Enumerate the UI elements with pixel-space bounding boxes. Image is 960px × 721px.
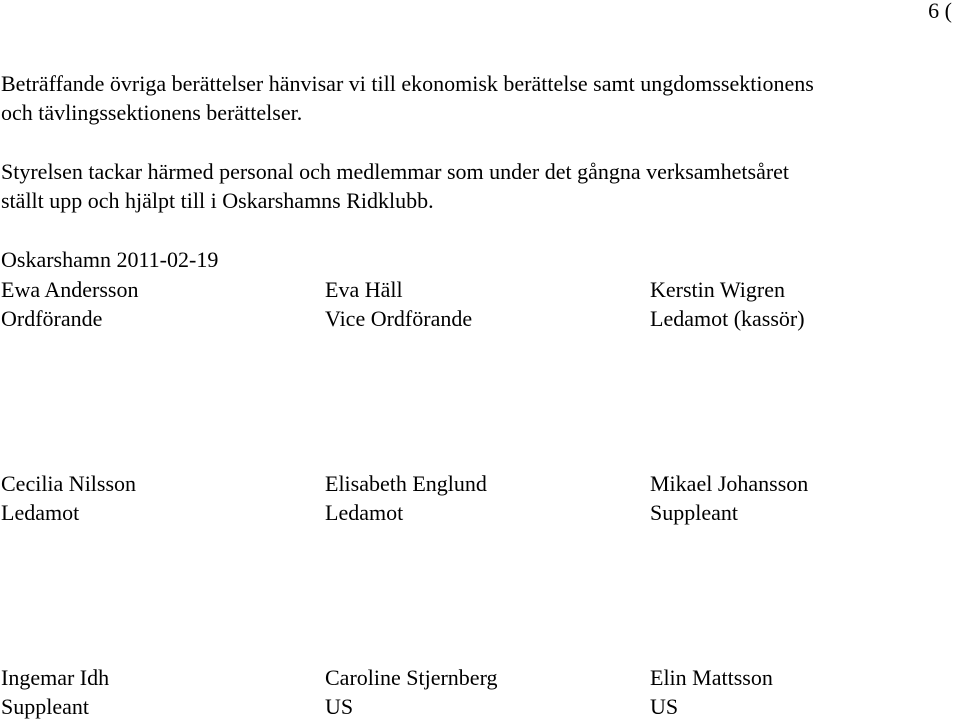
intro-paragraph	[1, 69, 941, 127]
signatory-name: Kerstin Wigren	[650, 277, 785, 302]
page-number: 6 (	[928, 0, 952, 23]
signatory-role: Ledamot	[1, 500, 80, 525]
intro-paragraph-line-1: Beträffande övriga berättelser hänvisar vi till ekonomisk berättelse samt ungdomssektionens	[1, 71, 814, 96]
signatory-name: Elisabeth Englund	[325, 471, 487, 496]
signatory-role: Suppleant	[650, 500, 738, 525]
signatory-role: US	[325, 694, 354, 719]
signatory-name: Ingemar Idh	[1, 665, 110, 690]
signatory-role: Ledamot (kassör)	[650, 306, 805, 331]
signature-block	[325, 469, 625, 527]
signature-block	[650, 275, 950, 333]
thanks-paragraph-line-1: Styrelsen tackar härmed personal och medlemmar som under det gångna verksamhetsåret	[1, 159, 790, 184]
signatory-role: Vice Ordförande	[325, 306, 473, 331]
signature-row-3	[1, 663, 951, 721]
signatory-name: Eva Häll	[325, 277, 403, 302]
thanks-paragraph	[1, 157, 941, 215]
signatory-name: Ewa Andersson	[1, 277, 139, 302]
signature-block	[1, 275, 301, 333]
signatory-name: Mikael Johansson	[650, 471, 809, 496]
signatory-role: Ordförande	[1, 306, 103, 331]
signature-block	[1, 469, 301, 527]
signature-block	[325, 663, 625, 721]
signatory-role: US	[650, 694, 679, 719]
signatory-name: Caroline Stjernberg	[325, 665, 498, 690]
place-date: Oskarshamn 2011-02-19	[1, 247, 219, 272]
signatory-role: Ledamot	[325, 500, 404, 525]
signatory-role: Suppleant	[1, 694, 89, 719]
signatory-name: Cecilia Nilsson	[1, 471, 137, 496]
signature-block	[650, 469, 950, 527]
signature-block	[650, 663, 950, 721]
signature-block	[325, 275, 625, 333]
signatory-name: Elin Mattsson	[650, 665, 773, 690]
signature-row-1	[1, 275, 951, 333]
signature-row-2	[1, 469, 951, 527]
intro-paragraph-line-2: och tävlingssektionens berättelser.	[1, 100, 303, 125]
signature-block	[1, 663, 301, 721]
thanks-paragraph-line-2: ställt upp och hjälpt till i Oskarshamns Ridklubb.	[1, 188, 434, 213]
